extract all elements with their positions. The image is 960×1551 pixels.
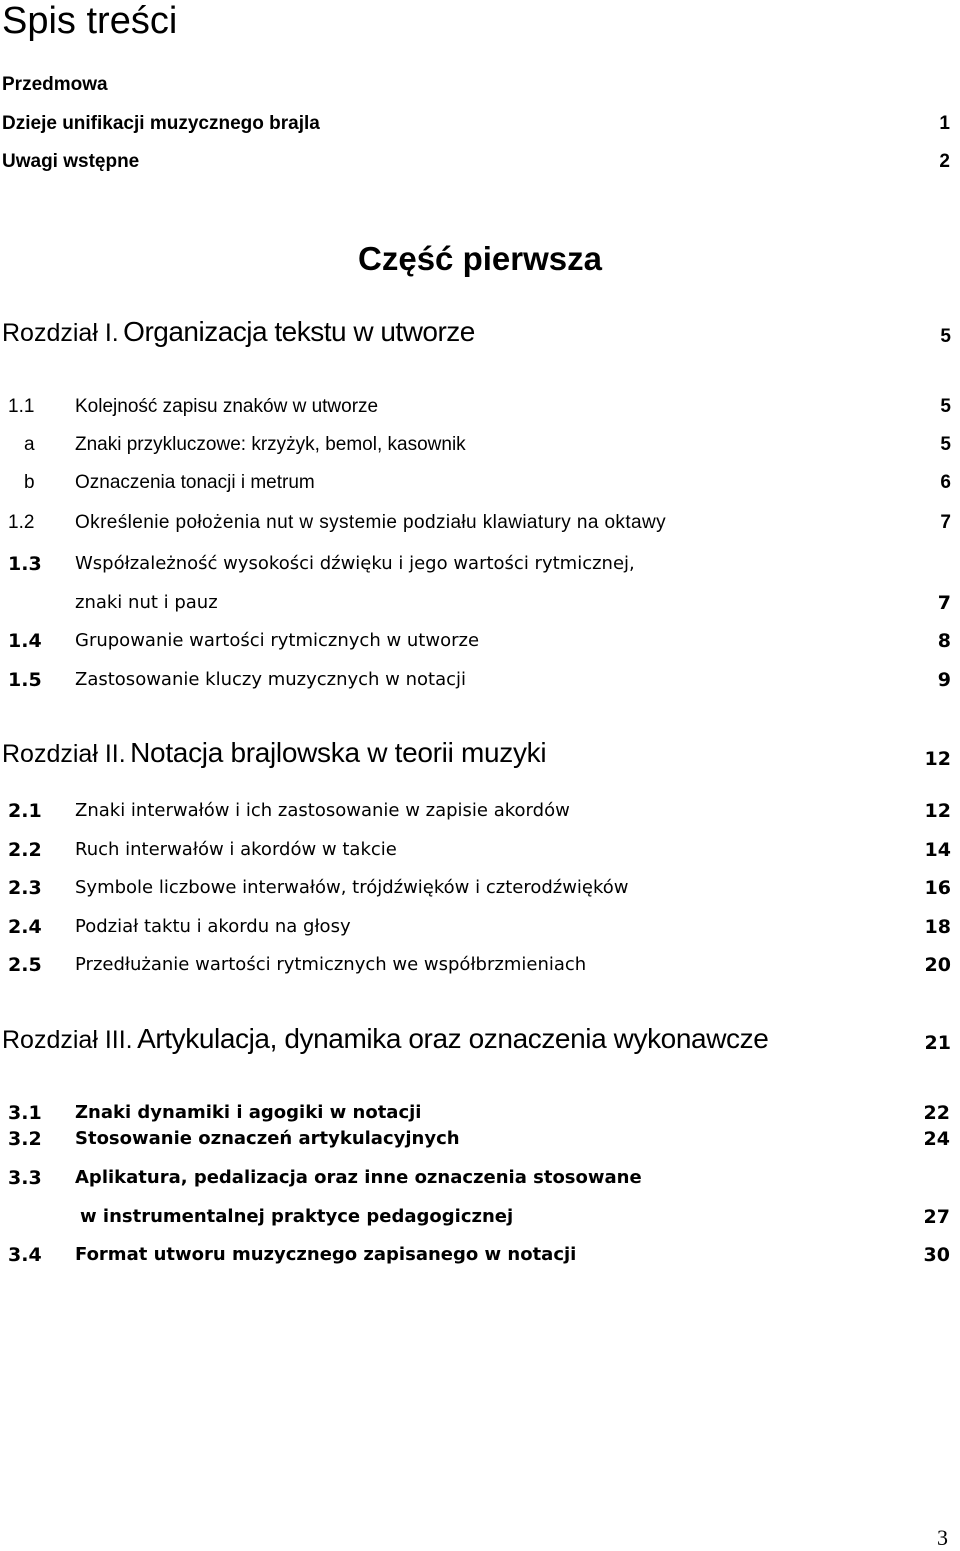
entry-label: Symbole liczbowe interwałów, trójdźwięków i czterodźwięków <box>75 877 629 898</box>
chapter-title: Artykulacja, dynamika oraz oznaczenia wykonawcze <box>137 1023 769 1054</box>
chapter-title: Organizacja tekstu w utworze <box>123 316 475 347</box>
entry-page: 30 <box>923 1244 950 1266</box>
entry-label: Aplikatura, pedalizacja oraz inne oznaczenia stosowane <box>75 1167 642 1188</box>
entry-page: 16 <box>924 877 951 899</box>
chapter-prefix: Rozdział II. <box>2 740 126 768</box>
chapter-title: Notacja brajlowska w teorii muzyki <box>130 737 547 768</box>
chapter-heading <box>2 316 475 348</box>
entry-label: Przedłużanie wartości rytmicznych we współbrzmieniach <box>75 954 587 975</box>
entry-label: Zastosowanie kluczy muzycznych w notacji <box>75 669 467 690</box>
entry-page: 9 <box>937 669 951 691</box>
entry-label: Grupowanie wartości rytmicznych w utworze <box>75 630 480 651</box>
entry-number: 2.3 <box>8 877 42 899</box>
entry-number: 2.4 <box>8 916 42 938</box>
part-title: Część pierwsza <box>358 240 602 277</box>
entry-number: 1.1 <box>8 396 35 417</box>
chapter-page: 5 <box>940 326 951 347</box>
chapter-prefix: Rozdział III. <box>2 1026 133 1054</box>
entry-label: w instrumentalnej praktyce pedagogicznej <box>80 1206 514 1227</box>
entry-label: Kolejność zapisu znaków w utworze <box>75 396 379 417</box>
entry-page: 6 <box>940 472 951 493</box>
entry-page: 5 <box>940 396 951 417</box>
entry-number: 1.4 <box>8 630 42 652</box>
entry-page: 27 <box>923 1206 950 1228</box>
entry-page: 7 <box>937 592 951 614</box>
entry-number: 1.3 <box>8 553 42 575</box>
entry-number: 2.5 <box>8 954 42 976</box>
entry-number: 1.2 <box>8 512 35 533</box>
entry-page: 24 <box>923 1128 950 1150</box>
entry-label: Znaki interwałów i ich zastosowanie w zapisie akordów <box>75 800 570 821</box>
entry-label: Podział taktu i akordu na głosy <box>75 916 351 937</box>
entry-label: Stosowanie oznaczeń artykulacyjnych <box>75 1128 460 1149</box>
entry-page: 5 <box>940 434 951 455</box>
entry-label: Oznaczenia tonacji i metrum <box>75 472 315 493</box>
entry-number: 2.2 <box>8 839 42 861</box>
front-matter-label: Dzieje unifikacji muzycznego brajla <box>2 113 320 134</box>
entry-page: 18 <box>924 916 951 938</box>
entry-label: Znaki dynamiki i agogiki w notacji <box>75 1102 422 1123</box>
chapter-heading <box>2 1023 768 1055</box>
entry-label: Współzależność wysokości dźwięku i jego wartości rytmicznej, <box>75 553 635 574</box>
page-title: Spis treści <box>2 0 178 42</box>
entry-number: a <box>24 434 35 455</box>
chapter-prefix: Rozdział I. <box>2 319 119 347</box>
entry-number: b <box>24 472 35 493</box>
entry-page: 7 <box>940 512 951 533</box>
front-matter-label: Przedmowa <box>2 74 108 95</box>
chapter-heading <box>2 737 546 769</box>
entry-number: 1.5 <box>8 669 42 691</box>
entry-number: 2.1 <box>8 800 42 822</box>
entry-page: 20 <box>924 954 951 976</box>
entry-label: Format utworu muzycznego zapisanego w notacji <box>75 1244 577 1265</box>
chapter-page: 21 <box>924 1032 951 1054</box>
entry-number: 3.3 <box>8 1167 42 1189</box>
front-matter-label: Uwagi wstępne <box>2 151 140 172</box>
chapter-page: 12 <box>924 748 951 770</box>
entry-page: 12 <box>924 800 951 822</box>
entry-page: 14 <box>924 839 951 861</box>
page-number: 3 <box>937 1525 948 1550</box>
front-matter-page: 2 <box>939 151 950 172</box>
entry-number: 3.1 <box>8 1102 42 1124</box>
entry-label: Znaki przykluczowe: krzyżyk, bemol, kasownik <box>75 434 466 455</box>
entry-label: znaki nut i pauz <box>75 592 218 613</box>
front-matter-page: 1 <box>939 113 950 134</box>
entry-page: 8 <box>937 630 951 652</box>
entry-label: Ruch interwałów i akordów w takcie <box>75 839 397 860</box>
entry-number: 3.4 <box>8 1244 42 1266</box>
entry-page: 22 <box>923 1102 950 1124</box>
entry-label: Określenie położenia nut w systemie podziału klawiatury na oktawy <box>75 512 666 533</box>
entry-number: 3.2 <box>8 1128 42 1150</box>
